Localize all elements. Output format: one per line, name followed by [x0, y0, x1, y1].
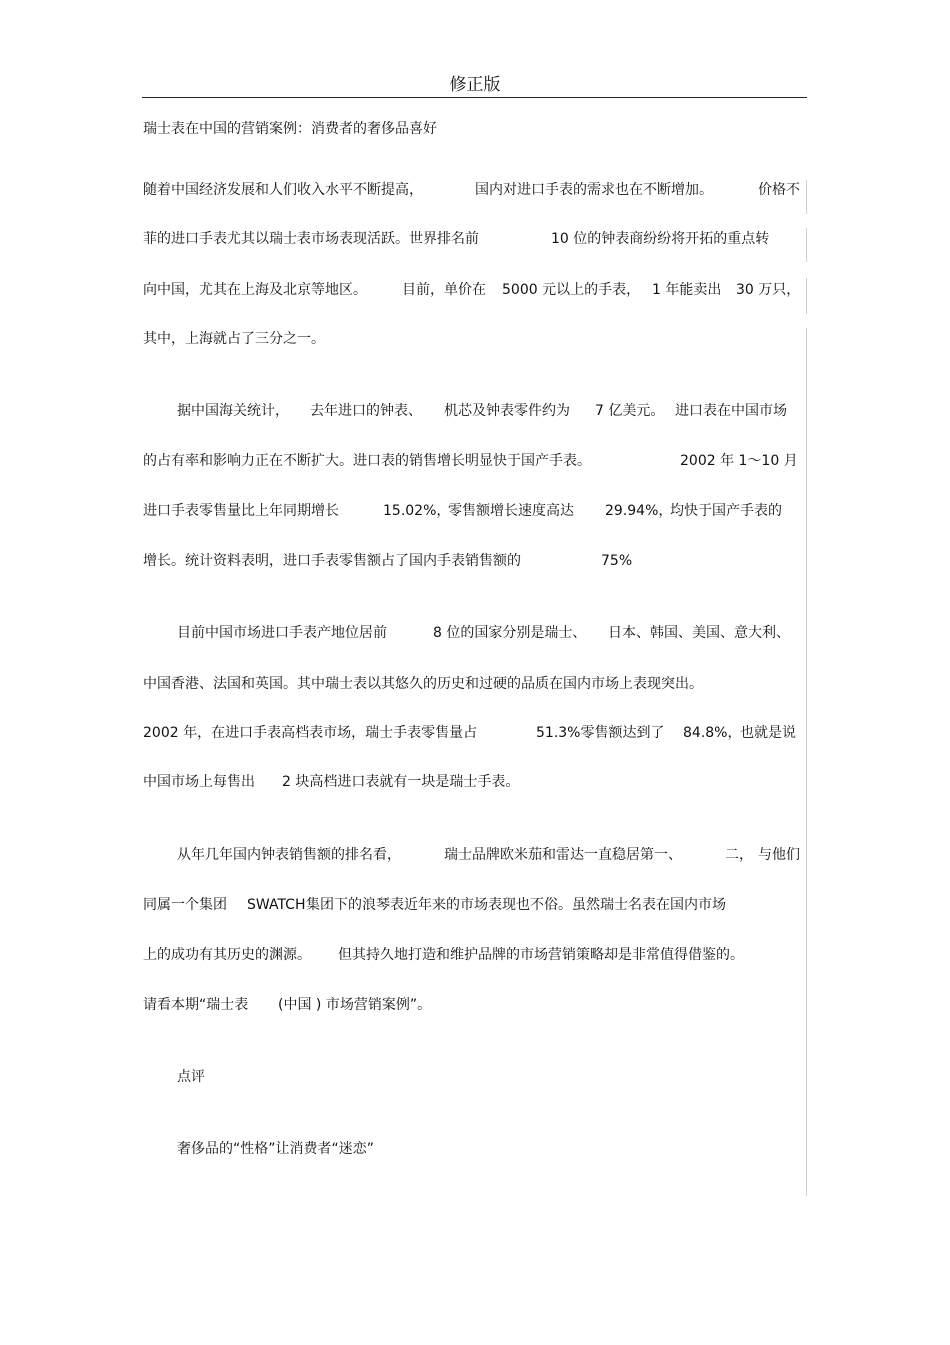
text-segment: 84.8%， — [683, 725, 742, 741]
text-segment: 均快于国产手表的 — [670, 503, 782, 519]
text-segment: 29.94%， — [605, 503, 673, 519]
review-subheading: 奢侈品的“性格”让消费者“迷恋” — [177, 1141, 375, 1157]
text-segment: 请看本期“瑞士表 — [143, 997, 249, 1013]
text-segment: 机芯及钟表零件约为 — [444, 403, 570, 419]
text-segment: 增长。统计资料表明，进口手表零售额占了国内手表销售额的 — [143, 553, 521, 569]
text-segment: 随着中国经济发展和人们收入水平不断提高， — [143, 182, 423, 198]
text-segment: 价格不 — [758, 182, 800, 198]
text-segment: 30 万只， — [736, 282, 801, 298]
text-segment: 瑞士品牌欧米茄和雷达一直稳居第一、 — [444, 847, 682, 863]
text-segment: 目前，单价在 — [402, 282, 486, 298]
text-segment: 1 年能卖出 — [652, 282, 722, 298]
margin-rule — [806, 180, 807, 214]
text-segment: 与他们 — [758, 847, 800, 863]
margin-rule — [806, 278, 807, 314]
margin-rule — [806, 328, 807, 1196]
header-rule — [142, 97, 807, 98]
text-segment: 日本、韩国、美国、意大利、 — [608, 625, 790, 641]
text-segment: 二， — [725, 847, 753, 863]
text-segment: 进口手表零售量比上年同期增长 — [143, 503, 339, 519]
text-segment: 15.02%， — [383, 503, 451, 519]
text-segment: 向中国，尤其在上海及北京等地区。 — [143, 282, 367, 298]
text-segment: 目前中国市场进口手表产地位居前 — [177, 625, 387, 641]
text-segment: 10 位的钟表商纷纷将开拓的重点转 — [551, 231, 770, 247]
text-segment: (中国 ) 市场营销案例”。 — [278, 997, 432, 1013]
text-segment: 但其持久地打造和维护品牌的市场营销策略却是非常值得借鉴的。 — [338, 947, 744, 963]
text-segment: 2002 年，在进口手表高档表市场，瑞士手表零售量占 — [143, 725, 478, 741]
text-segment: 同属一个集团 — [143, 897, 227, 913]
text-segment: 从年几年国内钟表销售额的排名看， — [177, 847, 401, 863]
text-segment: 中国香港、法国和英国。其中瑞士表以其悠久的历史和过硬的品质在国内市场上表现突出。 — [143, 676, 703, 692]
review-heading: 点评 — [177, 1069, 205, 1085]
text-segment: 5000 元以上的手表， — [502, 282, 641, 298]
text-segment: 中国市场上每售出 — [143, 774, 255, 790]
text-segment: 2 块高档进口表就有一块是瑞士手表。 — [282, 774, 520, 790]
text-segment: SWATCH — [247, 897, 306, 913]
text-segment: 国内对进口手表的需求也在不断增加。 — [475, 182, 713, 198]
text-segment: 零售额增长速度高达 — [448, 503, 574, 519]
text-segment: 集团下的浪琴表近年来的市场表现也不俗。虽然瑞士名表在国内市场 — [306, 897, 726, 913]
text-segment: 2002 年 1～10 月 — [680, 453, 798, 469]
margin-rule — [806, 228, 807, 262]
text-segment: 其中，上海就占了三分之一。 — [143, 331, 325, 347]
document-title: 瑞士表在中国的营销案例：消费者的奢侈品喜好 — [143, 121, 437, 137]
page-header-title: 修正版 — [449, 75, 501, 95]
text-segment: 7 亿美元。 — [595, 403, 665, 419]
text-segment: 51.3%零售额达到了 — [536, 725, 665, 741]
text-segment: 也就是说 — [740, 725, 796, 741]
text-segment: 去年进口的钟表、 — [310, 403, 422, 419]
text-segment: 的占有率和影响力正在不断扩大。进口表的销售增长明显快于国产手表。 — [143, 453, 591, 469]
text-segment: 进口表在中国市场 — [675, 403, 787, 419]
text-segment: 据中国海关统计， — [177, 403, 289, 419]
text-segment: 8 位的国家分别是瑞士、 — [433, 625, 587, 641]
text-segment: 上的成功有其历史的渊源。 — [143, 947, 311, 963]
text-segment: 75% — [601, 553, 633, 569]
text-segment: 菲的进口手表尤其以瑞士表市场表现活跃。世界排名前 — [143, 231, 479, 247]
